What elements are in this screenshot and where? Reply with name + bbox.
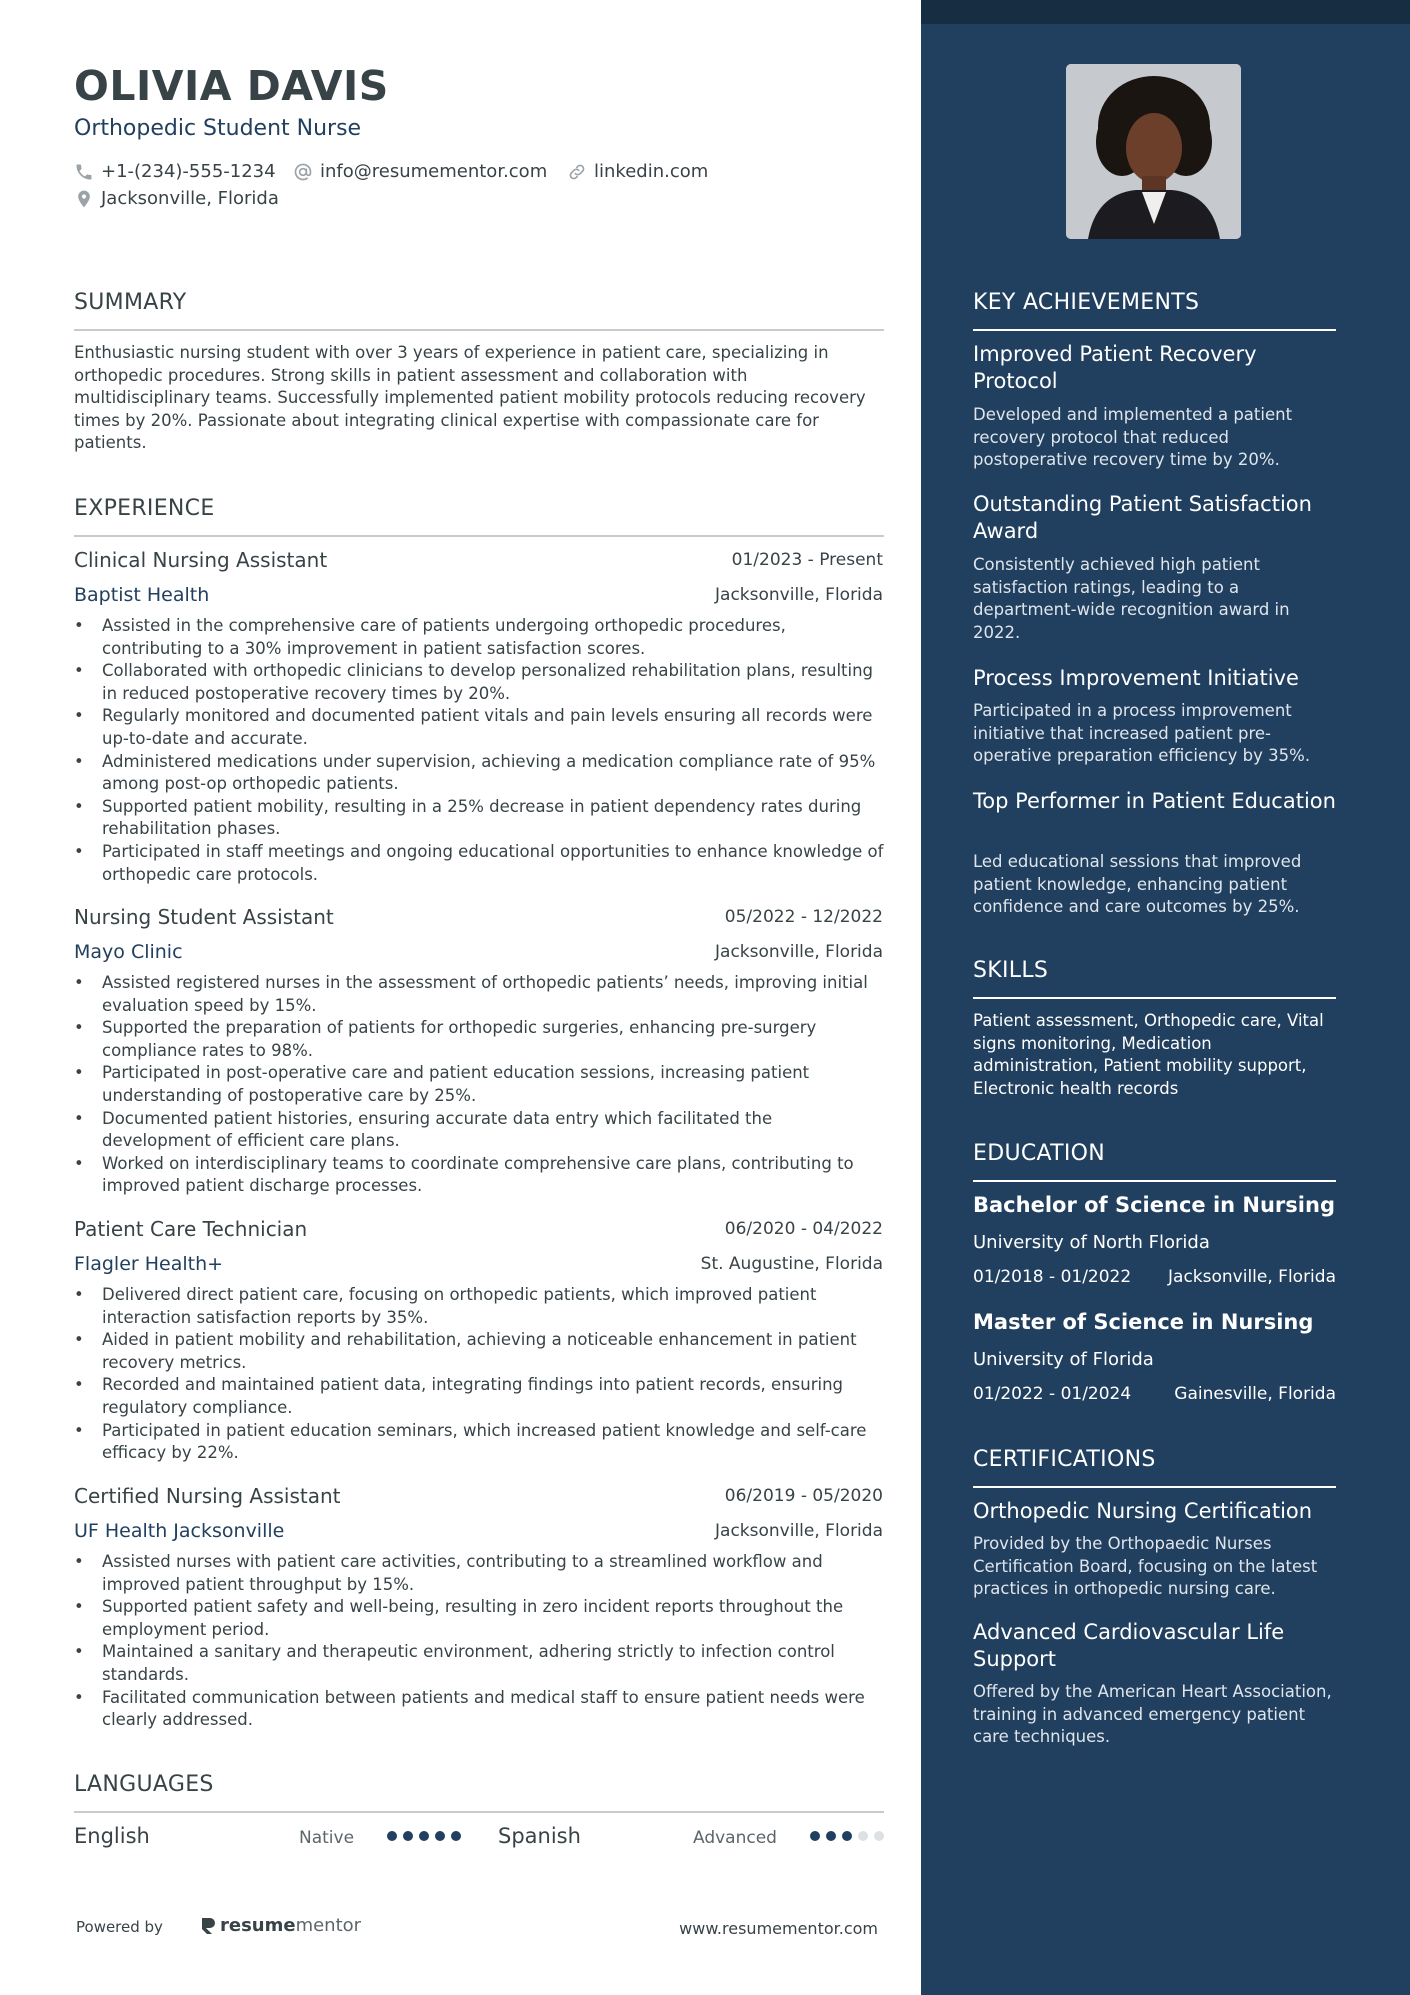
job-dates: 01/2023 - Present	[731, 550, 883, 570]
job-title: Patient Care Technician	[74, 1217, 308, 1241]
job-title: Certified Nursing Assistant	[74, 1484, 341, 1508]
job-dates: 06/2020 - 04/2022	[724, 1219, 883, 1239]
footer-url[interactable]: www.resumementor.com	[679, 1919, 878, 1938]
contact-phone[interactable]	[74, 161, 276, 182]
education-divider	[973, 1180, 1336, 1182]
rating-dot-filled	[842, 1831, 852, 1841]
rating-dot-filled	[826, 1831, 836, 1841]
language-level: Native	[299, 1828, 355, 1848]
language-name: English	[74, 1824, 150, 1848]
education-school: University of North Florida	[973, 1232, 1210, 1253]
email-text: info@resumementor.com	[320, 161, 548, 182]
education-school: University of Florida	[973, 1349, 1154, 1370]
summary-divider	[74, 329, 884, 331]
certification-title: Advanced Cardiovascular Life Support	[973, 1620, 1285, 1671]
achievement-desc: Participated in a process improvement initiative that increased patient pre-operative preparation efficiency by 35%.	[973, 701, 1311, 766]
logo-text-light: mentor	[295, 1915, 362, 1936]
job-bullet: • Facilitated communication between patients and medical staff to ensure patient needs were clearly addressed.	[74, 1687, 884, 1732]
profile-photo	[1066, 64, 1241, 239]
powered-by-text: Powered by	[76, 1918, 163, 1936]
skills-title: SKILLS	[973, 958, 1049, 983]
job-company: Mayo Clinic	[74, 941, 183, 963]
achievements-divider	[973, 329, 1336, 331]
experience-title: EXPERIENCE	[74, 496, 215, 521]
languages-divider	[74, 1811, 884, 1813]
phone-icon	[74, 162, 94, 182]
language-name: Spanish	[498, 1824, 581, 1848]
job-bullet: • Documented patient histories, ensuring accurate data entry which facilitated the development of efficient care plans.	[74, 1108, 884, 1153]
job-bullet: • Collaborated with orthopedic clinicians to develop personalized rehabilitation plans, resulting in reduced postoperative recovery times by 20%.	[74, 660, 884, 705]
rating-dot-filled	[435, 1831, 445, 1841]
education-dates: 01/2022 - 01/2024	[973, 1384, 1132, 1404]
contact-location	[74, 188, 279, 209]
skills-divider	[973, 997, 1336, 999]
summary-title: SUMMARY	[74, 290, 187, 315]
job-company: UF Health Jacksonville	[74, 1520, 285, 1542]
job-bullet: • Participated in patient education seminars, which increased patient knowledge and self-care efficacy by 22%.	[74, 1420, 884, 1465]
job-bullet: • Recorded and maintained patient data, integrating findings into patient records, ensuring regulatory compliance.	[74, 1374, 884, 1419]
job-bullet: • Participated in staff meetings and ongoing educational opportunities to enhance knowledge of orthopedic care protocols.	[74, 841, 884, 886]
certifications-title: CERTIFICATIONS	[973, 1447, 1156, 1472]
achievement-title: Outstanding Patient Satisfaction Award	[973, 492, 1312, 543]
job-title: Nursing Student Assistant	[74, 905, 334, 929]
achievement-title: Top Performer in Patient Education	[973, 789, 1336, 813]
summary-text: Enthusiastic nursing student with over 3 years of experience in patient care, specializing in orthopedic procedures. Strong skills in patient assessment and collaboration with multidisciplinary teams. Successfully implemented patient mobility protocols reducing recovery times by 20%. Passionate about integrating clinical expertise with compassionate care for patients.	[74, 343, 866, 453]
job-location: St. Augustine, Florida	[700, 1254, 883, 1274]
job-location: Jacksonville, Florida	[715, 1521, 883, 1541]
achievements-title: KEY ACHIEVEMENTS	[973, 290, 1200, 315]
rating-dot-filled	[387, 1831, 397, 1841]
job-bullet: • Regularly monitored and documented patient vitals and pain levels ensuring all records were up-to-date and accurate.	[74, 705, 884, 750]
link-icon	[567, 162, 587, 182]
candidate-role: Orthopedic Student Nurse	[74, 116, 362, 141]
rating-dot-filled	[403, 1831, 413, 1841]
job-bullet: • Delivered direct patient care, focusing on orthopedic patients, which improved patient interaction satisfaction reports by 35%.	[74, 1284, 884, 1329]
job-title: Clinical Nursing Assistant	[74, 548, 328, 572]
job-bullets	[74, 615, 884, 886]
certification-desc: Offered by the American Heart Association, training in advanced emergency patient care techniques.	[973, 1682, 1332, 1747]
job-bullet: • Assisted registered nurses in the assessment of orthopedic patients’ needs, improving initial evaluation speed by 15%.	[74, 972, 884, 1017]
education-degree: Bachelor of Science in Nursing	[973, 1193, 1335, 1217]
job-bullet: • Aided in patient mobility and rehabilitation, achieving a noticeable enhancement in patient recovery metrics.	[74, 1329, 884, 1374]
achievement-desc: Consistently achieved high patient satisfaction ratings, leading to a department-wide recognition award in 2022.	[973, 555, 1290, 642]
contact-email[interactable]	[293, 161, 547, 182]
phone-text: +1-(234)-555-1234	[101, 161, 276, 182]
certification-title: Orthopedic Nursing Certification	[973, 1499, 1313, 1523]
job-bullet: • Worked on interdisciplinary teams to coordinate comprehensive care plans, contributing to improved patient discharge processes.	[74, 1153, 884, 1198]
job-dates: 06/2019 - 05/2020	[724, 1486, 883, 1506]
education-location: Gainesville, Florida	[1174, 1384, 1336, 1404]
rating-dot-empty	[858, 1831, 868, 1841]
languages-title: LANGUAGES	[74, 1772, 214, 1797]
language-rating	[810, 1831, 890, 1841]
logo-text-bold: resume	[220, 1915, 296, 1936]
education-degree: Master of Science in Nursing	[973, 1310, 1314, 1334]
education-dates: 01/2018 - 01/2022	[973, 1267, 1132, 1287]
job-company: Flagler Health+	[74, 1253, 224, 1275]
job-location: Jacksonville, Florida	[715, 585, 883, 605]
job-bullets	[74, 972, 884, 1198]
job-bullet: • Maintained a sanitary and therapeutic environment, adhering strictly to infection control standards.	[74, 1641, 884, 1686]
certification-desc: Provided by the Orthopaedic Nurses Certification Board, focusing on the latest practices in orthopedic nursing care.	[973, 1534, 1318, 1599]
job-bullet: • Administered medications under supervision, achieving a medication compliance rate of 95% among post-op orthopedic patients.	[74, 751, 884, 796]
achievement-desc: Developed and implemented a patient recovery protocol that reduced postoperative recovery time by 20%.	[973, 405, 1293, 470]
location-pin-icon	[74, 189, 94, 209]
sidebar-top-band	[921, 0, 1410, 24]
rating-dot-filled	[419, 1831, 429, 1841]
rating-dot-empty	[874, 1831, 884, 1841]
language-rating	[387, 1831, 467, 1841]
skills-text: Patient assessment, Orthopedic care, Vital signs monitoring, Medication administration, Patient mobility support, Electronic health records	[973, 1011, 1324, 1098]
job-company: Baptist Health	[74, 584, 210, 606]
job-dates: 05/2022 - 12/2022	[724, 907, 883, 927]
job-location: Jacksonville, Florida	[715, 942, 883, 962]
linkedin-text: linkedin.com	[594, 161, 709, 182]
language-level: Advanced	[693, 1828, 777, 1848]
candidate-name: OLIVIA DAVIS	[74, 62, 389, 110]
job-bullet: • Supported patient mobility, resulting in a 25% decrease in patient dependency rates during rehabilitation phases.	[74, 796, 884, 841]
education-title: EDUCATION	[973, 1141, 1106, 1166]
job-bullet: • Assisted in the comprehensive care of patients undergoing orthopedic procedures, contributing to a 30% improvement in patient satisfaction scores.	[74, 615, 884, 660]
rating-dot-filled	[451, 1831, 461, 1841]
achievement-desc: Led educational sessions that improved patient knowledge, enhancing patient confidence and care outcomes by 25%.	[973, 852, 1302, 917]
achievement-title: Improved Patient Recovery Protocol	[973, 342, 1257, 393]
job-bullet: • Participated in post-operative care and patient education sessions, increasing patient understanding of postoperative care by 25%.	[74, 1062, 884, 1107]
certifications-divider	[973, 1486, 1336, 1488]
job-bullets	[74, 1551, 884, 1732]
achievement-title: Process Improvement Initiative	[973, 666, 1299, 690]
resumementor-logo[interactable]	[199, 1915, 361, 1936]
education-location: Jacksonville, Florida	[1168, 1267, 1336, 1287]
logo-mark-icon	[199, 1916, 217, 1936]
rating-dot-filled	[810, 1831, 820, 1841]
experience-divider	[74, 535, 884, 537]
job-bullet: • Assisted nurses with patient care activities, contributing to a streamlined workflow and improved patient throughput by 15%.	[74, 1551, 884, 1596]
job-bullet: • Supported patient safety and well-being, resulting in zero incident reports throughout the employment period.	[74, 1596, 884, 1641]
location-text: Jacksonville, Florida	[101, 188, 279, 209]
job-bullets	[74, 1284, 884, 1465]
contact-linkedin[interactable]	[567, 161, 708, 182]
job-bullet: • Supported the preparation of patients for orthopedic surgeries, enhancing pre-surgery compliance rates to 98%.	[74, 1017, 884, 1062]
at-icon	[293, 162, 313, 182]
